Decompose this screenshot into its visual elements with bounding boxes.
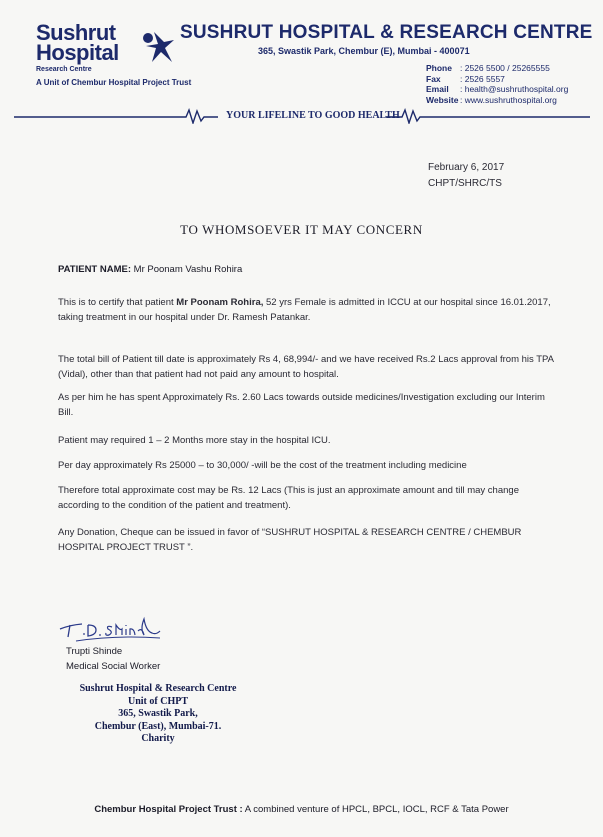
hospital-address: 365, Swastik Park, Chembur (E), Mumbai - 400071 <box>258 46 470 56</box>
stamp-line: Chembur (East), Mumbai-71. <box>94 720 222 732</box>
signatory-name: Trupti Shinde <box>66 646 123 657</box>
letter-date: February 6, 2017 <box>428 162 505 173</box>
stamp-line: 365, Swastik Park, <box>118 708 198 719</box>
contact-block <box>426 63 568 105</box>
logo-text-line2: Hospital <box>36 40 119 65</box>
paragraph-total-cost: Therefore total approximate cost may be Rs. 12 Lacs (This is just an approximate amount and till may change according to the condition of the patient and treatment). <box>58 485 519 511</box>
contact-value: : health@sushruthospital.org <box>460 84 569 94</box>
date-reference-block <box>428 160 504 192</box>
trust-unit-line: A Unit of Chembur Hospital Project Trust <box>36 78 192 87</box>
contact-row-fax <box>426 74 568 85</box>
contact-row-website <box>426 95 568 106</box>
contact-row-phone <box>426 63 568 74</box>
paragraph-text: 52 yrs Female is admitted in ICCU at our hospital since 16.01.2017, taking treatment in our hospital under Dr. Ramesh Patankar. <box>58 297 551 323</box>
paragraph-certification <box>58 295 558 325</box>
contact-value: : 2526 5500 / 25265555 <box>460 63 550 73</box>
footer-text: A combined venture of HPCL, BPCL, IOCL, RCF & Tata Power <box>242 804 509 815</box>
letter-title: TO WHOMSOEVER IT MAY CONCERN <box>180 222 423 237</box>
stamp-line: Sushrut Hospital & Research Centre <box>79 683 237 694</box>
contact-row-email <box>426 84 568 95</box>
footer-line <box>0 804 603 816</box>
letter-reference: CHPT/SHRC/TS <box>428 178 502 189</box>
stamp-line: Unit of CHPT <box>128 695 188 707</box>
contact-label: Phone <box>426 63 452 73</box>
paragraph-expenses: As per him he has spent Approximately Rs. 2.60 Lacs towards outside medicines/Investigation excluding our Interim Bill. <box>58 392 545 418</box>
contact-label: Website <box>426 94 459 105</box>
contact-value: : www.sushruthospital.org <box>460 94 557 105</box>
logo-text-line1: Sushrut <box>36 20 116 45</box>
contact-label: Fax <box>426 73 441 84</box>
paragraph-text: This is to certify that patient <box>58 297 177 308</box>
paragraph-daily-cost: Per day approximately Rs 25000 – to 30,000/ -will be the cost of the treatment including medicine <box>58 460 467 471</box>
tagline-text: YOUR LIFELINE TO GOOD HEALTH <box>226 110 400 121</box>
patient-name-value: Mr Poonam Vashu Rohira <box>133 264 243 275</box>
stamp-line: Charity <box>141 733 175 744</box>
handwritten-signature <box>56 605 166 645</box>
paragraph-stay: Patient may required 1 – 2 Months more stay in the hospital ICU. <box>58 435 331 446</box>
hospital-stamp <box>48 683 268 746</box>
signatory-block <box>66 644 160 674</box>
contact-label: Email <box>426 84 449 94</box>
logo-text-line3: Research Centre <box>36 66 92 73</box>
hospital-name: SUSHRUT HOSPITAL & RESEARCH CENTRE <box>180 22 593 43</box>
contact-value: : 2526 5557 <box>460 73 505 84</box>
patient-name-line <box>58 263 242 277</box>
patient-name-label: PATIENT NAME: <box>58 264 132 275</box>
footer-label: Chembur Hospital Project Trust : <box>94 804 243 815</box>
paragraph-donation: Any Donation, Cheque can be issued in favor of “SUSHRUT HOSPITAL & RESEARCH CENTRE / CHEMBUR HOSPITAL PROJECT TRUST ”. <box>58 527 522 553</box>
tagline-bar <box>14 108 590 124</box>
signatory-role: Medical Social Worker <box>66 661 161 672</box>
logo-star-icon <box>134 26 176 66</box>
patient-name-bold: Mr Poonam Rohira, <box>176 297 264 308</box>
paragraph-bill: The total bill of Patient till date is approximately Rs 4, 68,994/- and we have received Rs.2 Lacs approval from his TPA (Vidal), other than that patient had not paid any amount to hospital. <box>58 354 554 380</box>
